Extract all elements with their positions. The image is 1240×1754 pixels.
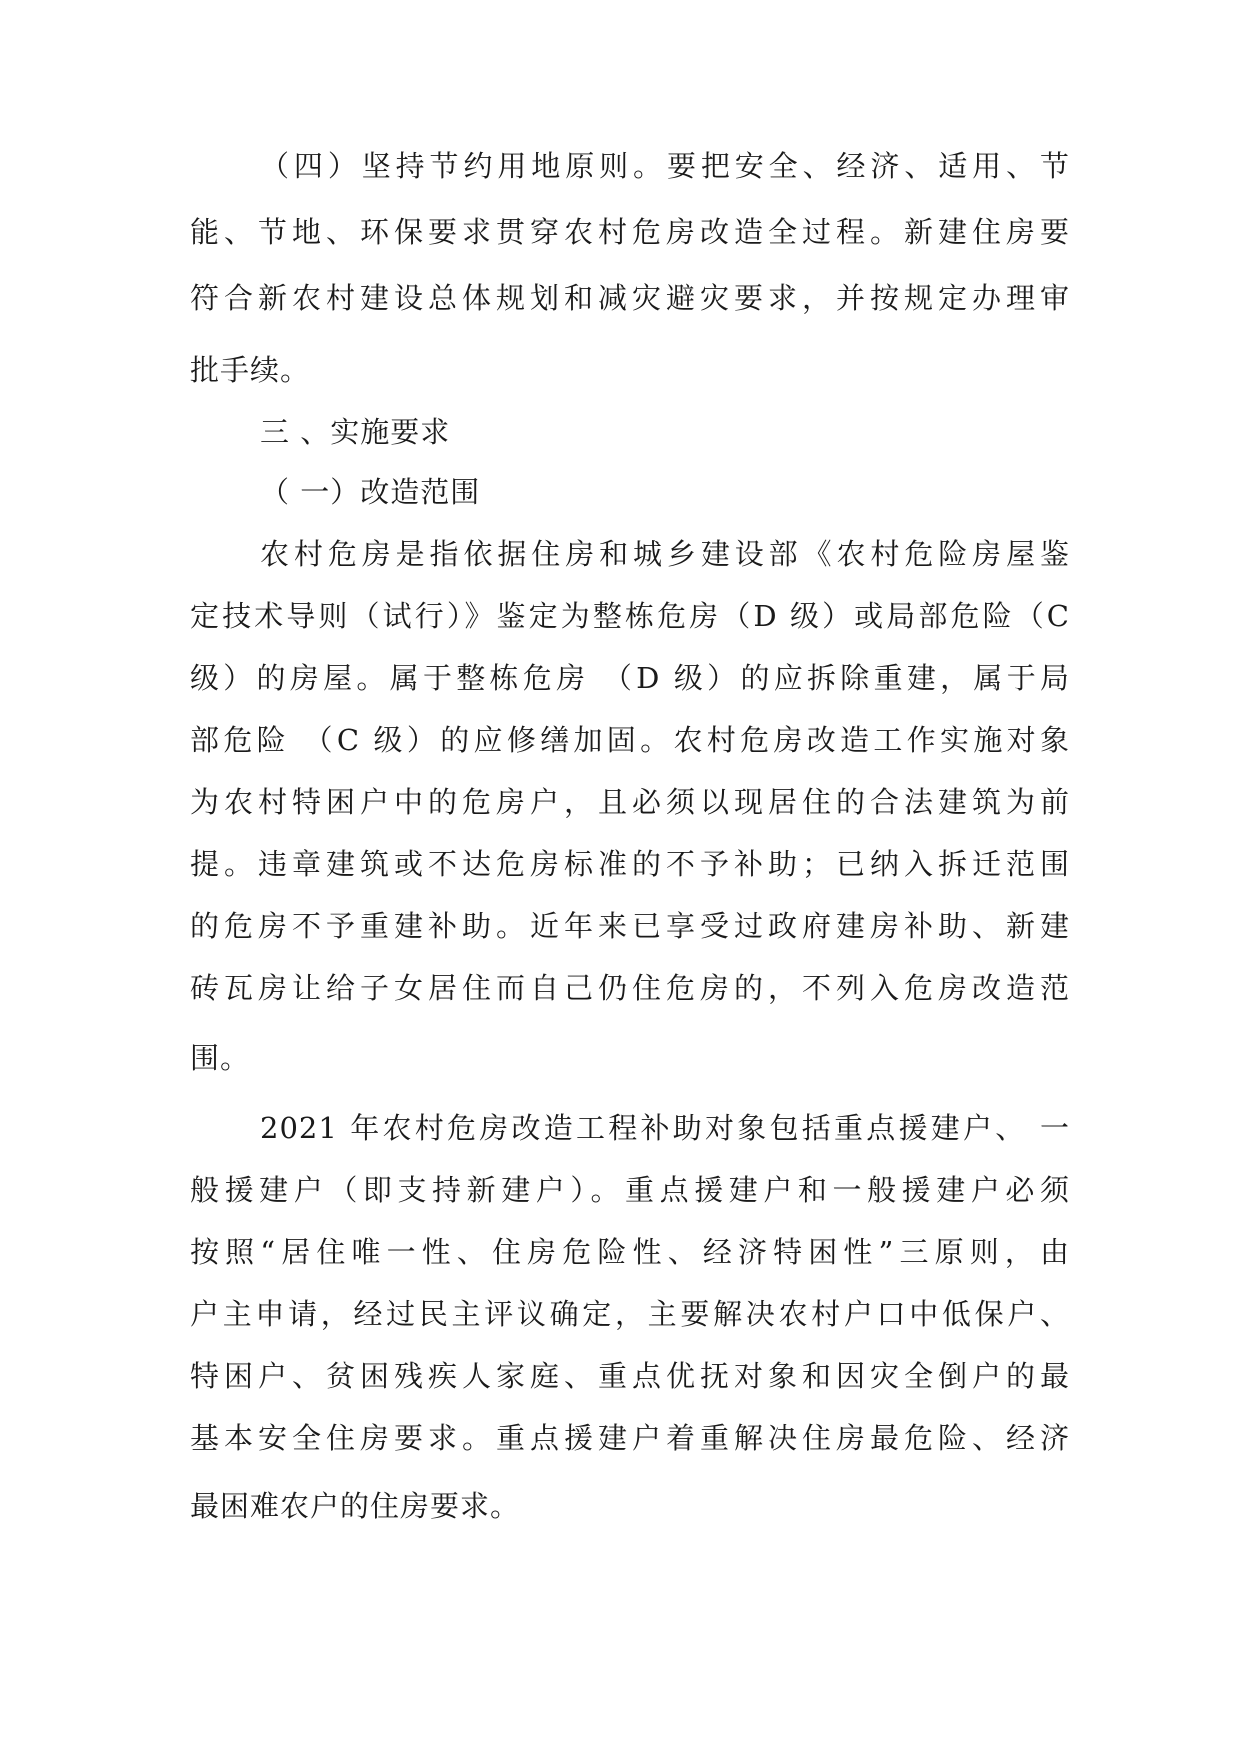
paragraph-line: 2021 年农村危房改造工程补助对象包括重点援建户、 一 [260, 1111, 1070, 1145]
paragraph-line: 部危险 （C 级）的应修缮加固。农村危房改造工作实施对象 [190, 723, 1070, 757]
section-subheading: （ 一）改造范围 [260, 475, 481, 509]
paragraph-line: 最困难农户的住房要求。 [190, 1489, 521, 1523]
paragraph-line: 的危房不予重建补助。近年来已享受过政府建房补助、新建 [190, 909, 1070, 943]
paragraph-line: 批手续。 [190, 353, 311, 387]
paragraph-line: 级）的房屋。属于整栋危房 （D 级）的应拆除重建，属于局 [190, 661, 1070, 695]
paragraph-line: 围。 [190, 1041, 251, 1075]
paragraph-line: 特困户、贫困残疾人家庭、重点优抚对象和因灾全倒户的最 [190, 1359, 1070, 1393]
paragraph-line: 般援建户（即支持新建户）。重点援建户和一般援建户必须 [190, 1173, 1070, 1207]
paragraph-line: 定技术导则（试行）》鉴定为整栋危房（D 级）或局部危险（C [190, 599, 1070, 633]
paragraph-line: （四）坚持节约用地原则。要把安全、经济、适用、节 [260, 149, 1070, 183]
paragraph-line: 户主申请，经过民主评议确定，主要解决农村户口中低保户、 [190, 1297, 1070, 1331]
paragraph-line: 按照“居住唯一性、住房危险性、经济特困性”三原则，由 [190, 1235, 1070, 1269]
paragraph-line: 为农村特困户中的危房户，且必须以现居住的合法建筑为前 [190, 785, 1070, 819]
paragraph-line: 砖瓦房让给子女居住而自己仍住危房的，不列入危房改造范 [190, 971, 1070, 1005]
paragraph-line: 农村危房是指依据住房和城乡建设部《农村危险房屋鉴 [260, 537, 1070, 571]
paragraph-line: 符合新农村建设总体规划和减灾避灾要求，并按规定办理审 [190, 281, 1070, 315]
paragraph-line: 基本安全住房要求。重点援建户着重解决住房最危险、经济 [190, 1421, 1070, 1455]
paragraph-line: 能、节地、环保要求贯穿农村危房改造全过程。新建住房要 [190, 215, 1070, 249]
paragraph-line: 提。违章建筑或不达危房标准的不予补助；已纳入拆迁范围 [190, 847, 1070, 881]
section-heading: 三 、实施要求 [260, 415, 451, 449]
